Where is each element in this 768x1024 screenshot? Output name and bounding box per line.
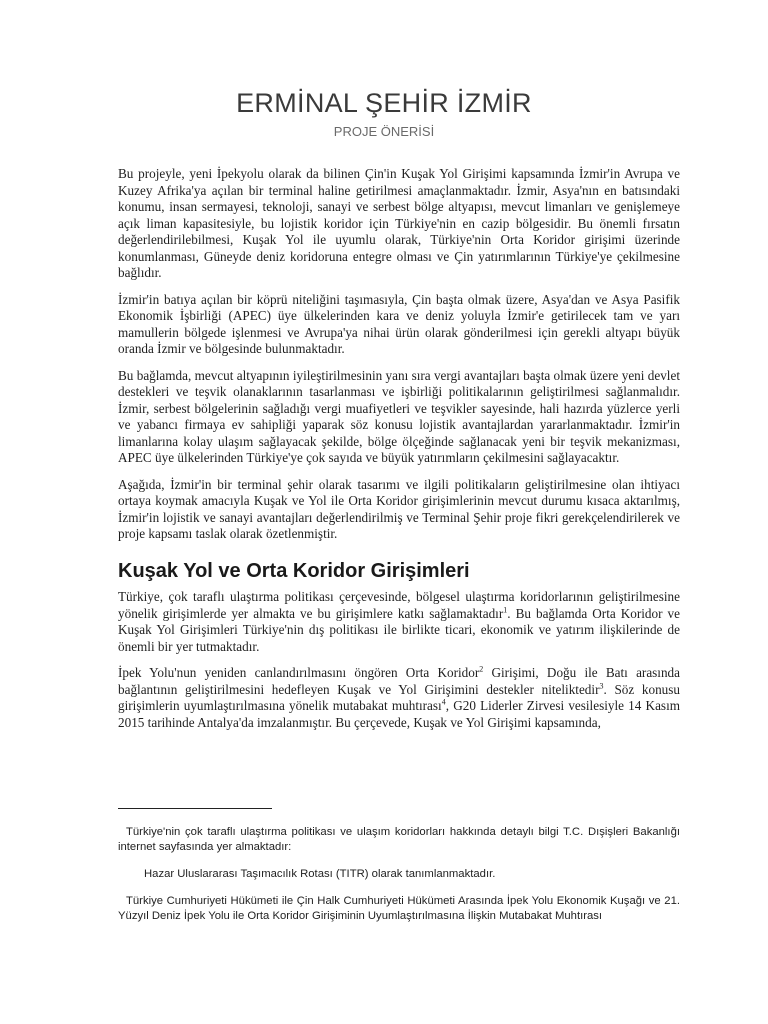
section-paragraph-2-text-b: Girişimi, Doğu ile Batı arasında bağlantının geliştirilmesini hedefleyen Kuşak ve Yol Girişimini destekler niteliktedir: [118, 665, 681, 697]
section-paragraph-1: [118, 589, 680, 655]
footnote-separator: [118, 808, 272, 809]
footnote-ref-3: 3: [599, 681, 604, 691]
section-paragraph-2-text-c: . Söz konusu girişimlerin uyumlaştırılmasına yönelik mutabakat muhtırası: [118, 681, 680, 713]
footnotes: [118, 825, 680, 936]
section-paragraph-1-text-b: . Bu bağlamda Orta Koridor ve Kuşak Yol Girişimleri Türkiye'nin dış politikası ile birlikte ticari, ekonomik ve yatırım ilişkilerinde de önemli bir yer tutmaktadır.: [118, 605, 680, 654]
footnote-ref-1: 1: [503, 605, 508, 615]
document-title: ERMİNAL ŞEHİR İZMİR: [236, 88, 532, 118]
intro-paragraph-4: Aşağıda, İzmir'in bir terminal şehir olarak tasarımı ve ilgili politikaların geliştirilmesine olan ihtiyacı ortaya koymak amacıyla Kuşak ve Yol ile Orta Koridor girişimlerinin mevcut durumu kısaca aktarılmış, İzmir'in lojistik ve sanayi avantajları değerlendirilmiş ve Terminal Şehir proje fikri gerekçelendirilerek ve proje kapsamı taslak olarak özetlenmiştir.: [118, 476, 680, 541]
footnote-3: Türkiye Cumhuriyeti Hükümeti ile Çin Halk Cumhuriyeti Hükümeti Arasında İpek Yolu Ekonomik Kuşağı ve 21. Yüzyıl Deniz İpek Yolu ile Orta Koridor Girişiminin Uyumlaştırılmasına İlişkin Mutabakat Muhtırası: [118, 895, 680, 922]
footnote-1: Türkiye'nin çok taraflı ulaştırma politikası ve ulaşım koridorları hakkında detaylı bilgi T.C. Dışişleri Bakanlığı internet sayfasında yer almaktadır:: [118, 826, 680, 853]
section-paragraph-2-text-d: , G20 Liderler Zirvesi vesilesiyle 14 Kasım 2015 tarihinde Antalya'da imzalanmıştır. Bu çerçevede, Kuşak ve Yol Girişimi kapsamında,: [118, 698, 680, 730]
section-paragraph-2: [118, 665, 680, 731]
footnote-ref-4: 4: [441, 697, 446, 707]
footnote-2: Hazar Uluslararası Taşımacılık Rotası (TITR) olarak tanımlanmaktadır.: [144, 868, 496, 880]
intro-paragraph-3: Bu bağlamda, mevcut altyapının iyileştirilmesinin yanı sıra vergi avantajları başta olmak üzere yeni devlet destekleri ve teşvik olanaklarının tasarlanması ve işbirliği politikalarının geliştirilmesi sağlanmalıdır. İzmir, serbest bölgelerinin sağladığı vergi muafiyetleri ve teşvikler sayesinde, hali hazırda yüzlerce yerli ve yabancı firmaya ev sahipliği yaparak söz konusu lojistik avantajlardan yararlanmaktadır. İzmir'in limanlarına kolay ulaşım sağlayacak şekilde, bölge ölçeğinde sağlanacak yeni bir teşvik mekanizması, APEC üye ülkelerinden Türkiye'ye çok sayıda ve büyük yatırımların çekilmesini sağlayacaktır.: [118, 367, 680, 465]
section-paragraph-1-text-a: Türkiye, çok taraflı ulaştırma politikası çerçevesinde, bölgesel ulaştırma koridorlarının geliştirilmesine yönelik girişimlerde yer almakta ve bu girişimlere katkı sağlamaktadır: [118, 589, 680, 621]
section-heading: Kuşak Yol ve Orta Koridor Girişimleri: [118, 559, 470, 582]
section-paragraph-2-text-a: İpek Yolu'nun yeniden canlandırılmasını öngören Orta Koridor: [118, 665, 480, 680]
document-body: [118, 166, 680, 741]
document-subtitle: PROJE ÖNERİSİ: [333, 124, 435, 139]
footnote-ref-2: 2: [479, 664, 484, 674]
intro-paragraph-2: İzmir'in batıya açılan bir köprü niteliğini taşımasıyla, Çin başta olmak üzere, Asya'dan ve Asya Pasifik Ekonomik İşbirliği (APEC) üye ülkelerinden kara ve deniz yoluyla İzmir'e getirilecek tam ve yarı mamullerin bölgede işlenmesi ve Avrupa'ya nihai ürün olarak gönderilmesi için gerekli altyapı büyük oranda İzmir ve bölgesinde bulunmaktadır.: [118, 291, 680, 356]
intro-paragraph-1: Bu projeyle, yeni İpekyolu olarak da bilinen Çin'in Kuşak Yol Girişimi kapsamında İzmir'in Avrupa ve Kuzey Afrika'ya açılan bir terminal haline getirilmesi amaçlanmaktadır. İzmir, Asya'nın en batısındaki konumu, insan sermayesi, teknoloji, sanayi ve serbest bölge altyapısı, mevcut limanları ve genişlemeye açık liman kapasitesiyle, bu lojistik koridor için Türkiye'nin en cazip bölgesidir. Bu önemli fırsatın değerlendirilebilmesi, Kuşak Yol ile uyumlu olarak, Türkiye'nin Orta Koridor girişimi üzerinde konumlanması, Güneyde deniz koridoruna entegre olması ve Çin yatırımlarının Türkiye'ye çekilmesine bağlıdır.: [118, 166, 680, 280]
